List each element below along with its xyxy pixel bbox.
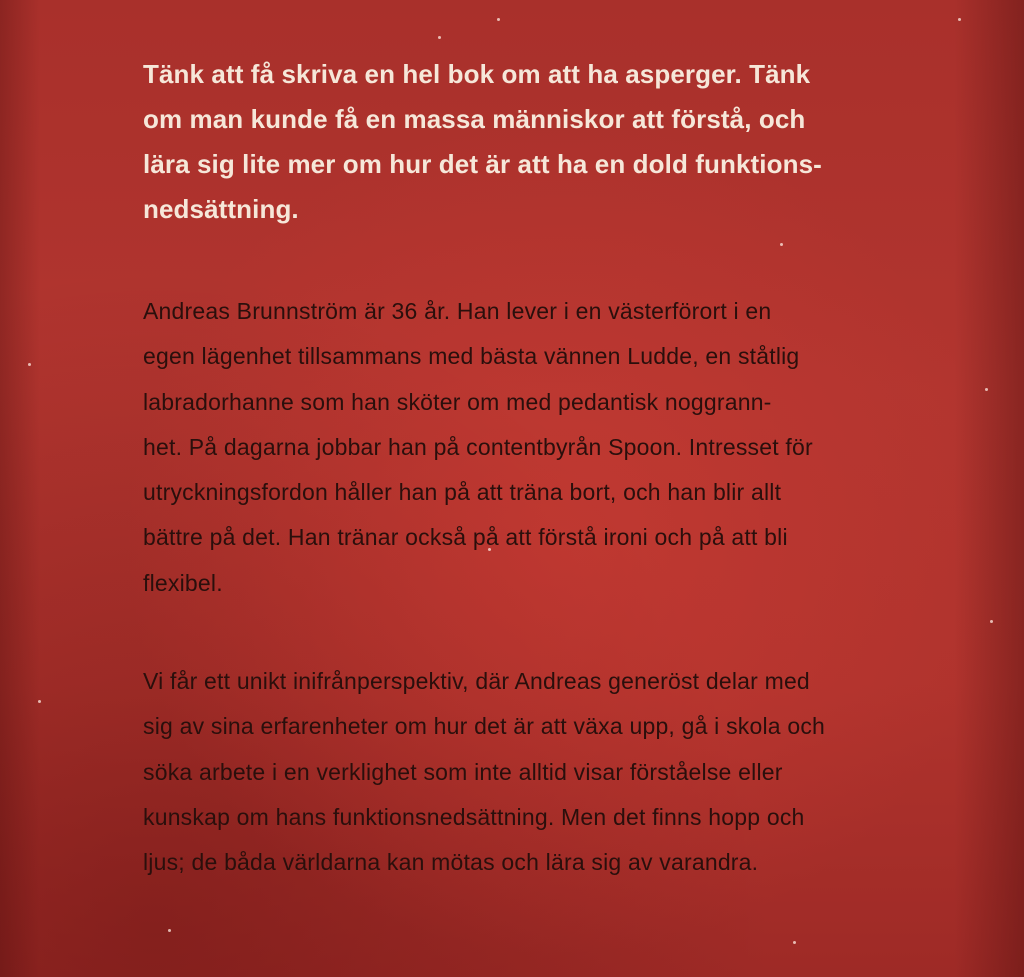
dust-speck [28,363,31,366]
left-edge-shadow [0,0,40,977]
dust-speck [985,388,988,391]
lead-line: nedsättning. [143,194,299,224]
dust-speck [497,18,500,21]
body-line: flexibel. [143,569,223,596]
lead-line: Tänk att få skriva en hel bok om att ha asperger. Tänk [143,59,811,89]
body-line: sig av sina erfarenheter om hur det är att växa upp, gå i skola och [143,713,826,740]
body-paragraph-2 [143,659,918,885]
dust-speck [38,700,41,703]
right-edge-shadow [954,0,1024,977]
blurb-text-block [143,52,918,886]
body-line: söka arbete i en verklighet som inte alltid visar förståelse eller [143,758,783,785]
body-line: labradorhanne som han sköter om med pedantisk noggrann- [143,388,772,415]
body-line: het. På dagarna jobbar han på contentbyrån Spoon. Intresset för [143,433,813,460]
dust-speck [168,929,171,932]
lead-line: lära sig lite mer om hur det är att ha en dold funktions- [143,149,822,179]
dust-speck [438,36,441,39]
dust-speck [958,18,961,21]
body-line: kunskap om hans funktionsnedsättning. Men det finns hopp och [143,803,805,830]
body-line: bättre på det. Han tränar också på att förstå ironi och på att bli [143,524,788,551]
body-line: ljus; de båda världarna kan mötas och lära sig av varandra. [143,849,759,876]
lead-line: om man kunde få en massa människor att förstå, och [143,104,806,134]
dust-speck [793,941,796,944]
body-line: utryckningsfordon håller han på att träna bort, och han blir allt [143,479,782,506]
dust-speck [990,620,993,623]
body-line: Andreas Brunnström är 36 år. Han lever i en västerförort i en [143,298,772,324]
body-line: egen lägenhet tillsammans med bästa vännen Ludde, en ståtlig [143,343,800,370]
body-line: Vi får ett unikt inifrånperspektiv, där Andreas generöst delar med [143,668,810,695]
body-paragraph-1 [143,289,918,606]
lead-paragraph [143,52,918,232]
